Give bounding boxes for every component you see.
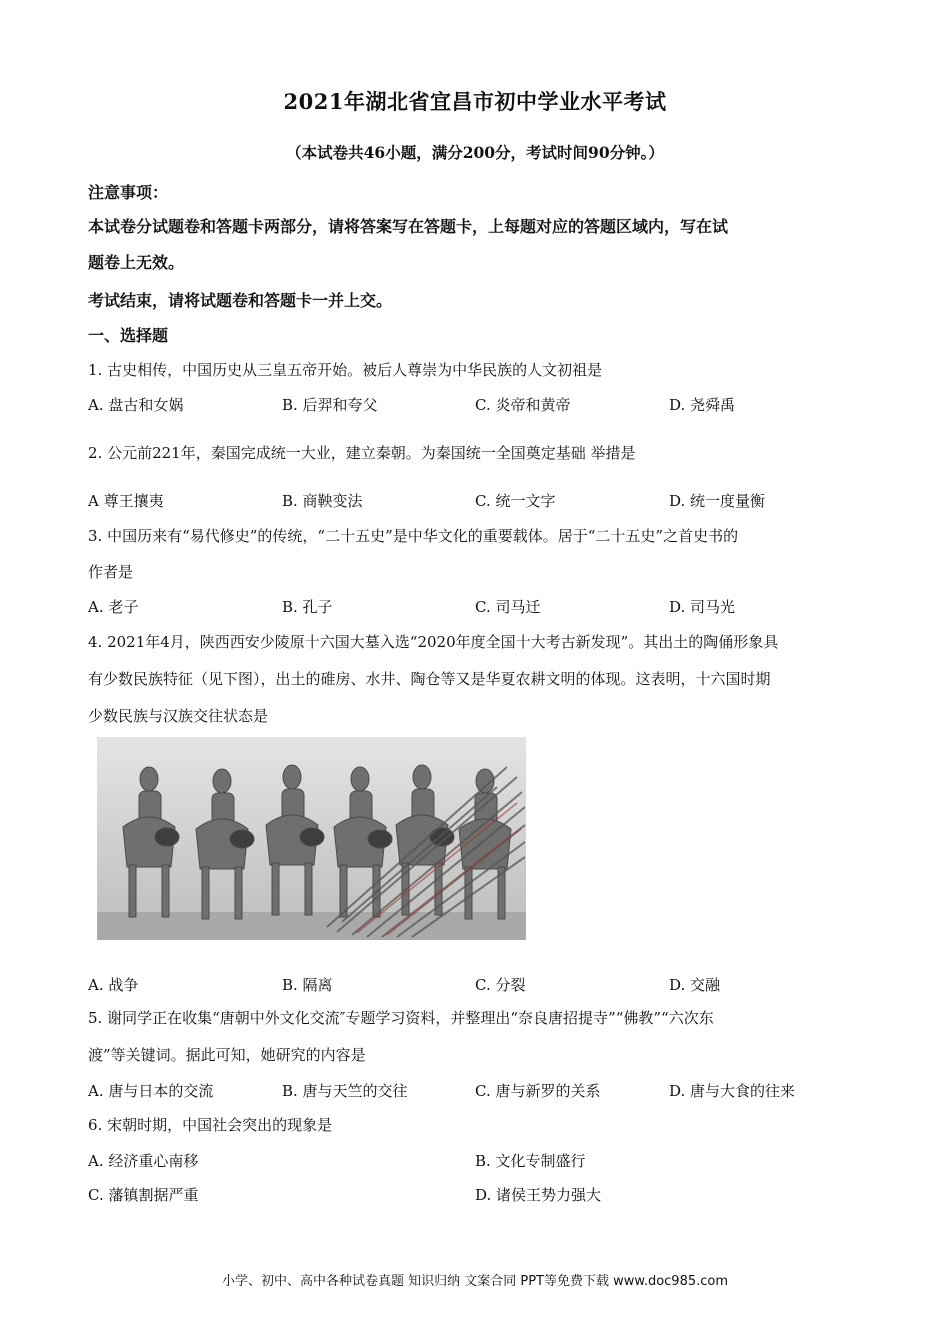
question-2-text: 2. 公元前221年，秦国完成统一大业，建立秦朝。为秦国统一全国奠定基础 举措是 [88, 444, 636, 462]
question-6-option-a: A. 经济重心南移 [88, 1152, 199, 1170]
question-2-option-a: A 尊王攘夷 [88, 492, 164, 510]
question-2-option-c: C. 统一文字 [475, 492, 556, 510]
question-1-text: 1. 古史相传，中国历史从三皇五帝开始。被后人尊崇为中华民族的人文初祖是 [88, 361, 603, 379]
notice-heading: 注意事项： [88, 183, 169, 202]
question-5-text-line-1: 5. 谢同学正在收集“唐朝中外文化交流″专题学习资料，并整理出“奈良唐招提寺”“佛教”“六次东 [88, 1009, 714, 1027]
page-footer: 小学、初中、高中各种试卷真题 知识归纳 文案合同 PPT等免费下载 www.doc985.com [221, 1274, 729, 1289]
question-1-option-d: D. 尧舜禹 [669, 396, 736, 414]
question-5-text-line-2: 渡”等关键词。据此可知，她研究的内容是 [88, 1046, 366, 1064]
question-4-option-b: B. 隔离 [282, 976, 333, 994]
pottery-figurines-photo [97, 737, 526, 940]
question-3-option-d: D. 司马光 [669, 598, 736, 616]
question-1-option-c: C. 炎帝和黄帝 [475, 396, 571, 414]
notice-line-3: 考试结束，请将试题卷和答题卡一并上交。 [88, 291, 393, 310]
question-3-option-b: B. 孔子 [282, 598, 333, 616]
notice-line-1: 本试卷分试题卷和答题卡两部分，请将答案写在答题卡，上每题对应的答题区域内，写在试 [88, 217, 729, 236]
question-5-option-d: D. 唐与大食的往来 [669, 1082, 796, 1100]
notice-line-2: 题卷上无效。 [88, 253, 185, 272]
question-4-option-d: D. 交融 [669, 976, 721, 994]
page-subtitle: （本试卷共46小题，满分200分，考试时间90分钟。） [286, 143, 664, 162]
question-6-option-c: C. 藩镇割据严重 [88, 1186, 199, 1204]
page-title: 2021年湖北省宜昌市初中学业水平考试 [283, 89, 667, 114]
question-6-text: 6. 宋朝时期，中国社会突出的现象是 [88, 1116, 333, 1134]
section-heading: 一、选择题 [88, 326, 169, 345]
question-6-option-b: B. 文化专制盛行 [475, 1152, 586, 1170]
question-6-option-d: D. 诸侯王势力强大 [475, 1186, 602, 1204]
question-2-option-d: D. 统一度量衡 [669, 492, 766, 510]
question-3-option-a: A. 老子 [88, 598, 139, 616]
question-1-option-a: A. 盘古和女娲 [88, 396, 184, 414]
question-3-text-line-1: 3. 中国历来有“易代修史”的传统，“二十五史”是中华文化的重要载体。居于“二十五史”之首史书的 [88, 527, 739, 545]
question-4-option-a: A. 战争 [88, 976, 139, 994]
question-3-text-line-2: 作者是 [88, 563, 134, 581]
question-2-option-b: B. 商鞅变法 [282, 492, 363, 510]
question-3-option-c: C. 司马迁 [475, 598, 541, 616]
question-1-option-b: B. 后羿和夸父 [282, 396, 378, 414]
question-5-option-c: C. 唐与新罗的关系 [475, 1082, 601, 1100]
question-4-text-line-2: 有少数民族特征（见下图），出土的碓房、水井、陶仓等又是华夏农耕文明的体现。这表明，十六国时期 [88, 670, 771, 688]
question-4-text-line-3: 少数民族与汉族交往状态是 [88, 707, 269, 725]
question-4-text-line-1: 4. 2021年4月，陕西西安少陵原十六国大墓入选“2020年度全国十大考古新发现”。其出土的陶俑形象具 [88, 633, 779, 651]
question-5-option-b: B. 唐与天竺的交往 [282, 1082, 408, 1100]
question-4-option-c: C. 分裂 [475, 976, 526, 994]
question-5-option-a: A. 唐与日本的交流 [88, 1082, 214, 1100]
